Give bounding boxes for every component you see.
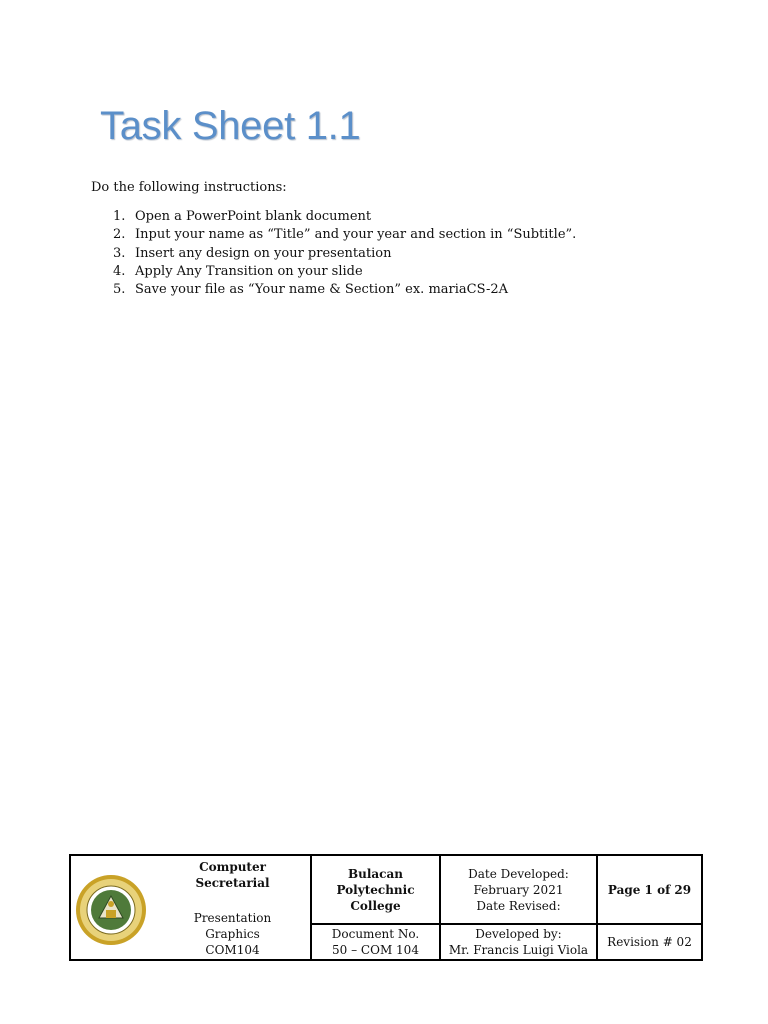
page-title: Task Sheet 1.1 — [100, 104, 361, 148]
document-no-cell — [312, 925, 439, 959]
date-developed-label: Date Developed: — [468, 866, 569, 881]
date-developed-value: February 2021 — [473, 882, 564, 897]
school-name: Bulacan Polytechnic College — [336, 866, 415, 913]
subject-line-1: Presentation — [193, 911, 272, 925]
list-item — [113, 245, 576, 263]
college-seal-icon — [75, 874, 147, 946]
document-footer-table — [69, 854, 703, 961]
list-item — [113, 226, 576, 244]
document-no-value: 50 – COM 104 — [332, 943, 419, 957]
subject-line-2: Graphics — [205, 927, 260, 941]
revision-cell — [598, 925, 701, 959]
step-number: 3. — [113, 245, 126, 261]
list-item — [113, 208, 576, 226]
developed-by-value: Mr. Francis Luigi Viola — [448, 943, 589, 957]
step-text: Save your file as “Your name & Section” ex. mariaCS-2A — [135, 282, 509, 298]
instructions-intro: Do the following instructions: — [91, 180, 287, 195]
developed-by-label: Developed by: — [475, 927, 562, 941]
subject-cell — [155, 908, 310, 960]
subject-code: COM104 — [205, 943, 260, 957]
page-cell — [598, 856, 701, 923]
step-number: 5. — [113, 282, 126, 298]
document-no-label: Document No. — [331, 927, 420, 941]
course-cell — [155, 858, 310, 892]
step-text: Apply Any Transition on your slide — [135, 263, 363, 279]
list-item — [113, 263, 576, 281]
page-number: Page 1 of 29 — [607, 882, 692, 897]
course-name: Computer Secretarial — [195, 860, 270, 890]
step-text: Input your name as “Title” and your year and section in “Subtitle”. — [135, 227, 577, 243]
step-number: 4. — [113, 263, 126, 279]
revision-number: Revision # 02 — [607, 935, 692, 949]
school-cell — [312, 856, 439, 923]
step-number: 1. — [113, 209, 126, 224]
step-text: Open a PowerPoint blank document — [135, 209, 372, 224]
step-number: 2. — [113, 227, 126, 243]
list-item — [113, 281, 576, 299]
developed-by-cell — [441, 925, 596, 959]
dates-cell — [441, 856, 596, 923]
instruction-list — [113, 208, 576, 299]
date-revised-label: Date Revised: — [476, 898, 561, 913]
step-text: Insert any design on your presentation — [135, 245, 392, 261]
